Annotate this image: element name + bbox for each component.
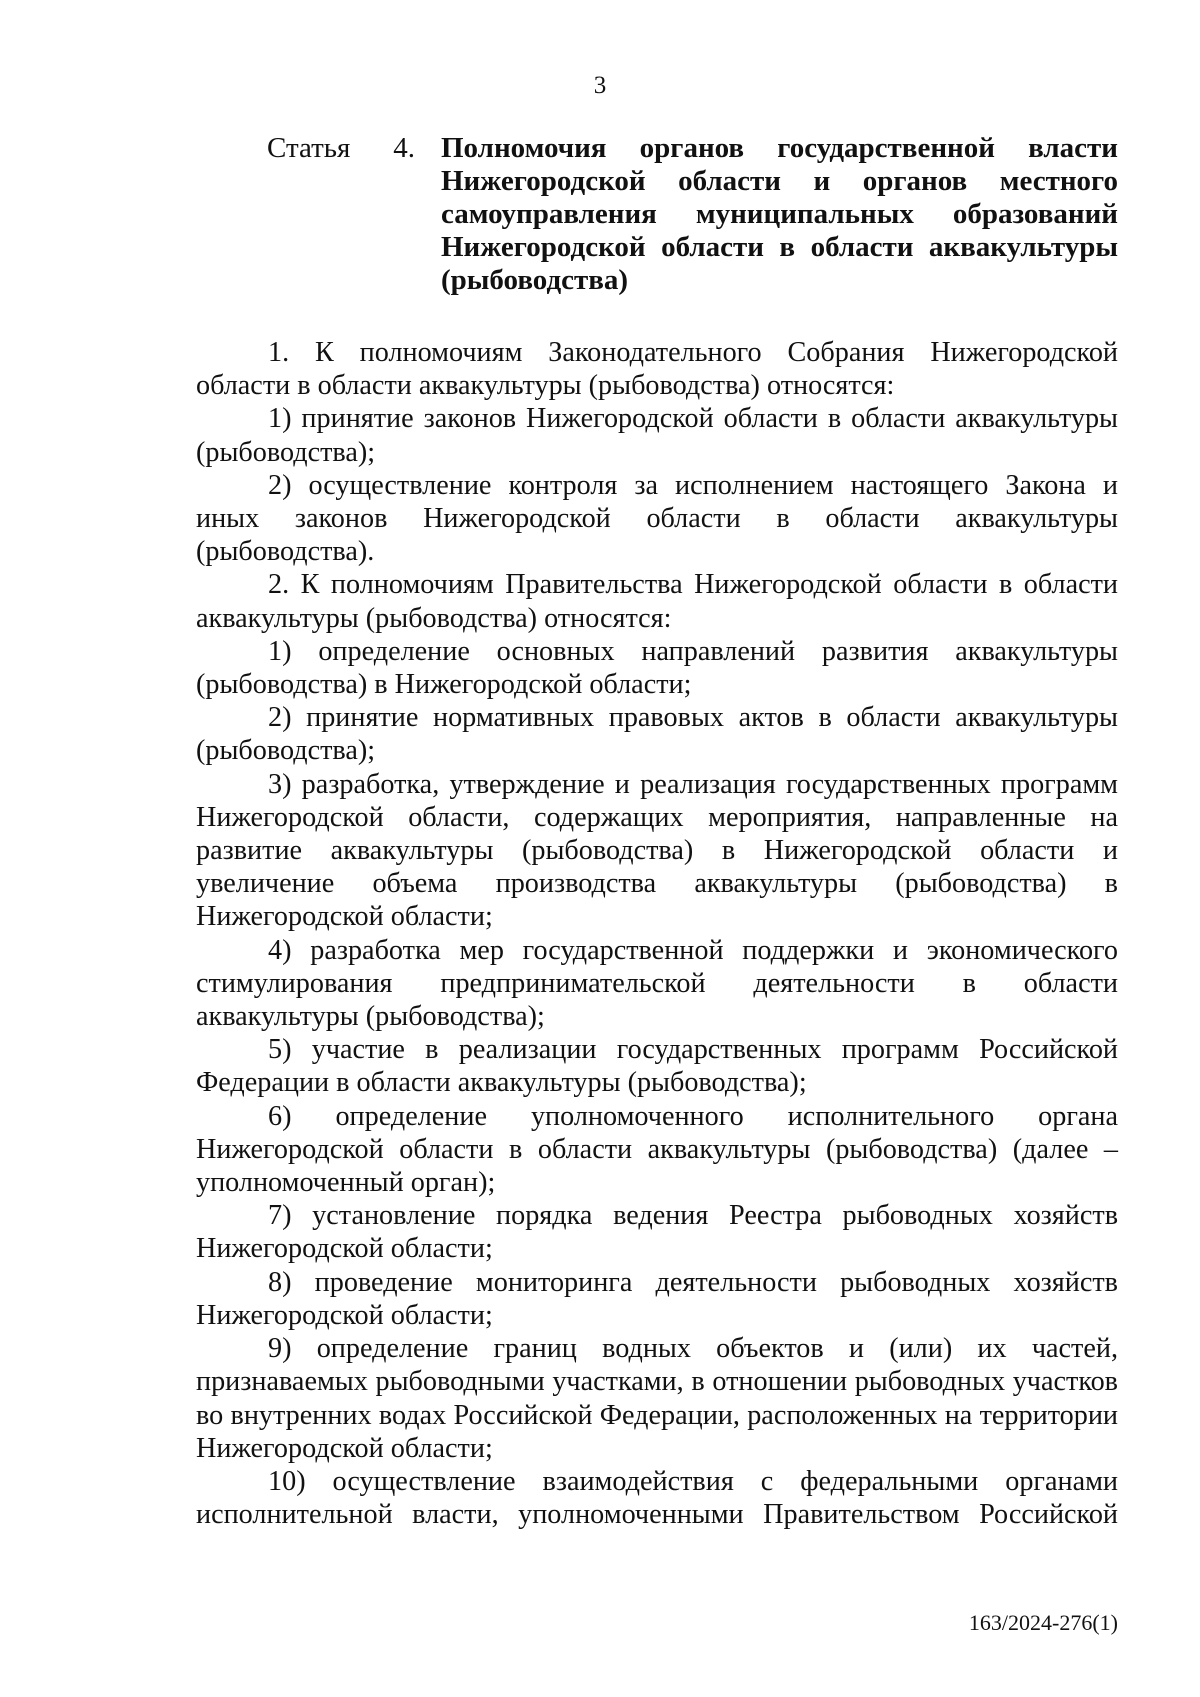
article-label-word: Статья xyxy=(267,132,351,164)
article-label-number: 4. xyxy=(393,132,415,164)
paragraph: 9) определение границ водных объектов и (или) их частей, признаваемых рыбоводными участками, в отношении рыбоводных участков во внутренних водах Российской Федерации, расположенных на территории Нижегородской области; xyxy=(196,1333,1118,1464)
document-code: 163/2024-276(1) xyxy=(968,1610,1118,1635)
article-title: Полномочия органов государственной власти Нижегородской области и органов местного самоуправления муниципальных образований Нижегородской области в области аквакультуры (рыбоводства) xyxy=(441,132,1118,296)
paragraph: 1. К полномочиям Законодательного Собрания Нижегородской области в области аквакультуры (рыбоводства) относятся: xyxy=(196,337,1118,402)
paragraph: 1) принятие законов Нижегородской области в области аквакультуры (рыбоводства); xyxy=(196,403,1118,468)
paragraph: 2. К полномочиям Правительства Нижегородской области в области аквакультуры (рыбоводства) относятся: xyxy=(196,569,1118,634)
paragraph: 7) установление порядка ведения Реестра рыбоводных хозяйств Нижегородской области; xyxy=(196,1200,1118,1265)
paragraph: 2) осуществление контроля за исполнением настоящего Закона и иных законов Нижегородской области в области аквакультуры (рыбоводства). xyxy=(196,469,1118,568)
article-label xyxy=(267,132,441,297)
page-number: 3 xyxy=(593,72,607,99)
paragraph: 8) проведение мониторинга деятельности рыбоводных хозяйств Нижегородской области; xyxy=(196,1266,1118,1331)
paragraph: 2) принятие нормативных правовых актов в области аквакультуры (рыбоводства); xyxy=(196,702,1118,767)
article-body xyxy=(196,336,1118,1531)
paragraph: 4) разработка мер государственной поддержки и экономического стимулирования предпринимательской деятельности в области аквакультуры (рыбоводства); xyxy=(196,934,1118,1033)
paragraph: 1) определение основных направлений развития аквакультуры (рыбоводства) в Нижегородской области; xyxy=(196,635,1118,701)
article-header xyxy=(267,132,1118,297)
paragraph: 10) осуществление взаимодействия с федеральными органами исполнительной власти, уполномоченными Правительством Российской xyxy=(196,1465,1118,1531)
paragraph: 3) разработка, утверждение и реализация государственных программ Нижегородской области, содержащих мероприятия, направленные на развитие аквакультуры (рыбоводства) в Нижегородской области и увеличение объема производства аквакультуры (рыбоводства) в Нижегородской области; xyxy=(196,768,1118,933)
paragraph: 5) участие в реализации государственных программ Российской Федерации в области аквакультуры (рыбоводства); xyxy=(196,1034,1118,1099)
paragraph: 6) определение уполномоченного исполнительного органа Нижегородской области в области аквакультуры (рыбоводства) (далее – уполномоченный орган); xyxy=(196,1100,1118,1199)
